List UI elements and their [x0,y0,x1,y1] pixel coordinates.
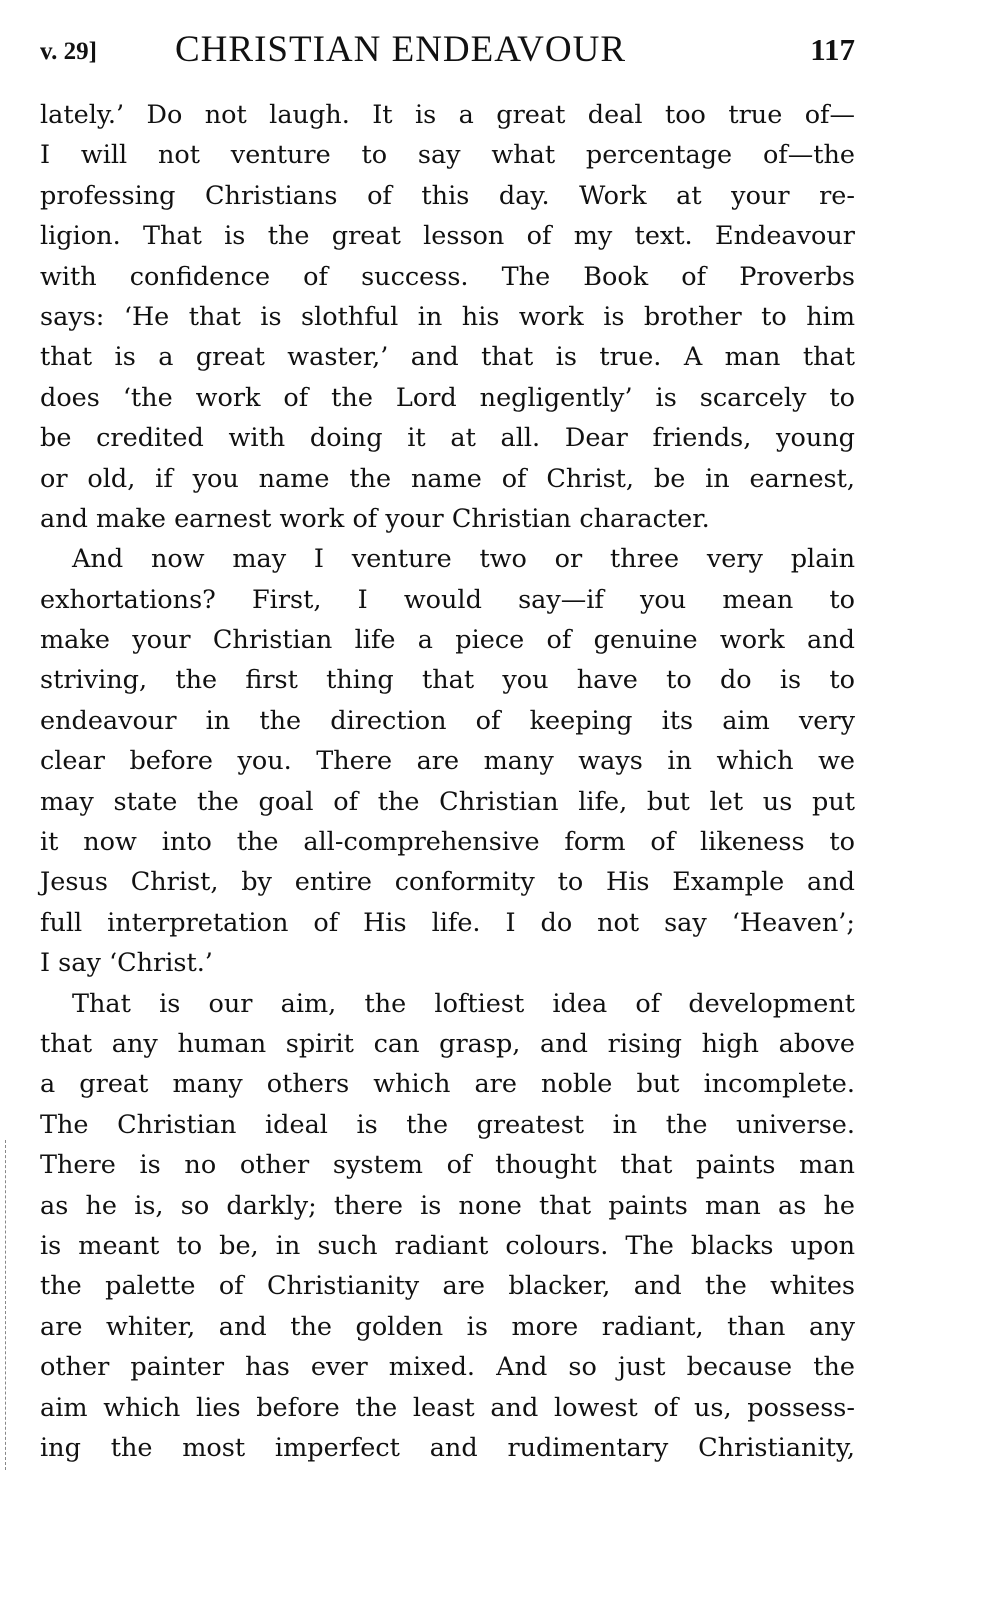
text-line: clear before you. There are many ways in which we [40,746,855,777]
text-line: make your Christian life a piece of genuine work and [40,625,855,656]
text-line: exhortations? First, I would say—if you mean to [40,584,855,615]
running-header [40,28,855,78]
text-line: other painter has ever mixed. And so just because the [40,1352,855,1383]
text-line: I say ‘Christ.’ [40,948,213,979]
text-line: I will not venture to say what percentage of—the [40,140,855,171]
paragraph-start-line: That is our aim, the loftiest idea of development [72,988,855,1019]
text-line: aim which lies before the least and lowest of us, possess- [40,1392,855,1423]
text-line: it now into the all-comprehensive form of likeness to [40,827,855,858]
verse-reference: v. 29] [40,38,97,65]
running-title: CHRISTIAN ENDEAVOUR [175,29,627,70]
text-line: the palette of Christianity are blacker, and the whites [40,1271,855,1302]
text-line: says: ‘He that is slothful in his work is brother to him [40,301,855,332]
text-line: professing Christians of this day. Work at your re- [40,180,855,211]
text-line: full interpretation of His life. I do not say ‘Heaven’; [40,907,855,938]
text-line: and make earnest work of your Christian character. [40,503,710,534]
text-line: ligion. That is the great lesson of my text. Endeavour [40,221,855,252]
text-line: are whiter, and the golden is more radiant, than any [40,1311,855,1342]
text-line: ing the most imperfect and rudimentary Christianity, [40,1432,855,1463]
text-line: endeavour in the direction of keeping its aim very [40,705,855,736]
text-line: does ‘the work of the Lord negligently’ is scarcely to [40,382,855,413]
text-line: with confidence of success. The Book of Proverbs [40,261,855,292]
text-line: a great many others which are noble but incomplete. [40,1069,855,1100]
text-line: There is no other system of thought that paints man [40,1150,855,1181]
text-line: may state the goal of the Christian life, but let us put [40,786,855,817]
text-line: that any human spirit can grasp, and rising high above [40,1028,855,1059]
body-text [40,95,855,1468]
text-line: is meant to be, in such radiant colours. The blacks upon [40,1230,855,1261]
text-line: Jesus Christ, by entire conformity to His Example and [40,867,855,898]
text-line: be credited with doing it at all. Dear friends, young [40,423,855,454]
page-number: 117 [810,32,855,67]
text-line: that is a great waster,’ and that is true. A man that [40,342,855,373]
text-line: or old, if you name the name of Christ, be in earnest, [40,463,855,494]
text-line: The Christian ideal is the greatest in the universe. [40,1109,855,1140]
text-line: lately.’ Do not laugh. It is a great deal too true of— [40,100,855,130]
paragraph-start-line: And now may I venture two or three very plain [72,544,855,575]
text-line: as he is, so darkly; there is none that paints man as he [40,1190,855,1221]
gutter-scan-marks [5,1140,12,1470]
text-line: striving, the first thing that you have to do is to [40,665,855,696]
